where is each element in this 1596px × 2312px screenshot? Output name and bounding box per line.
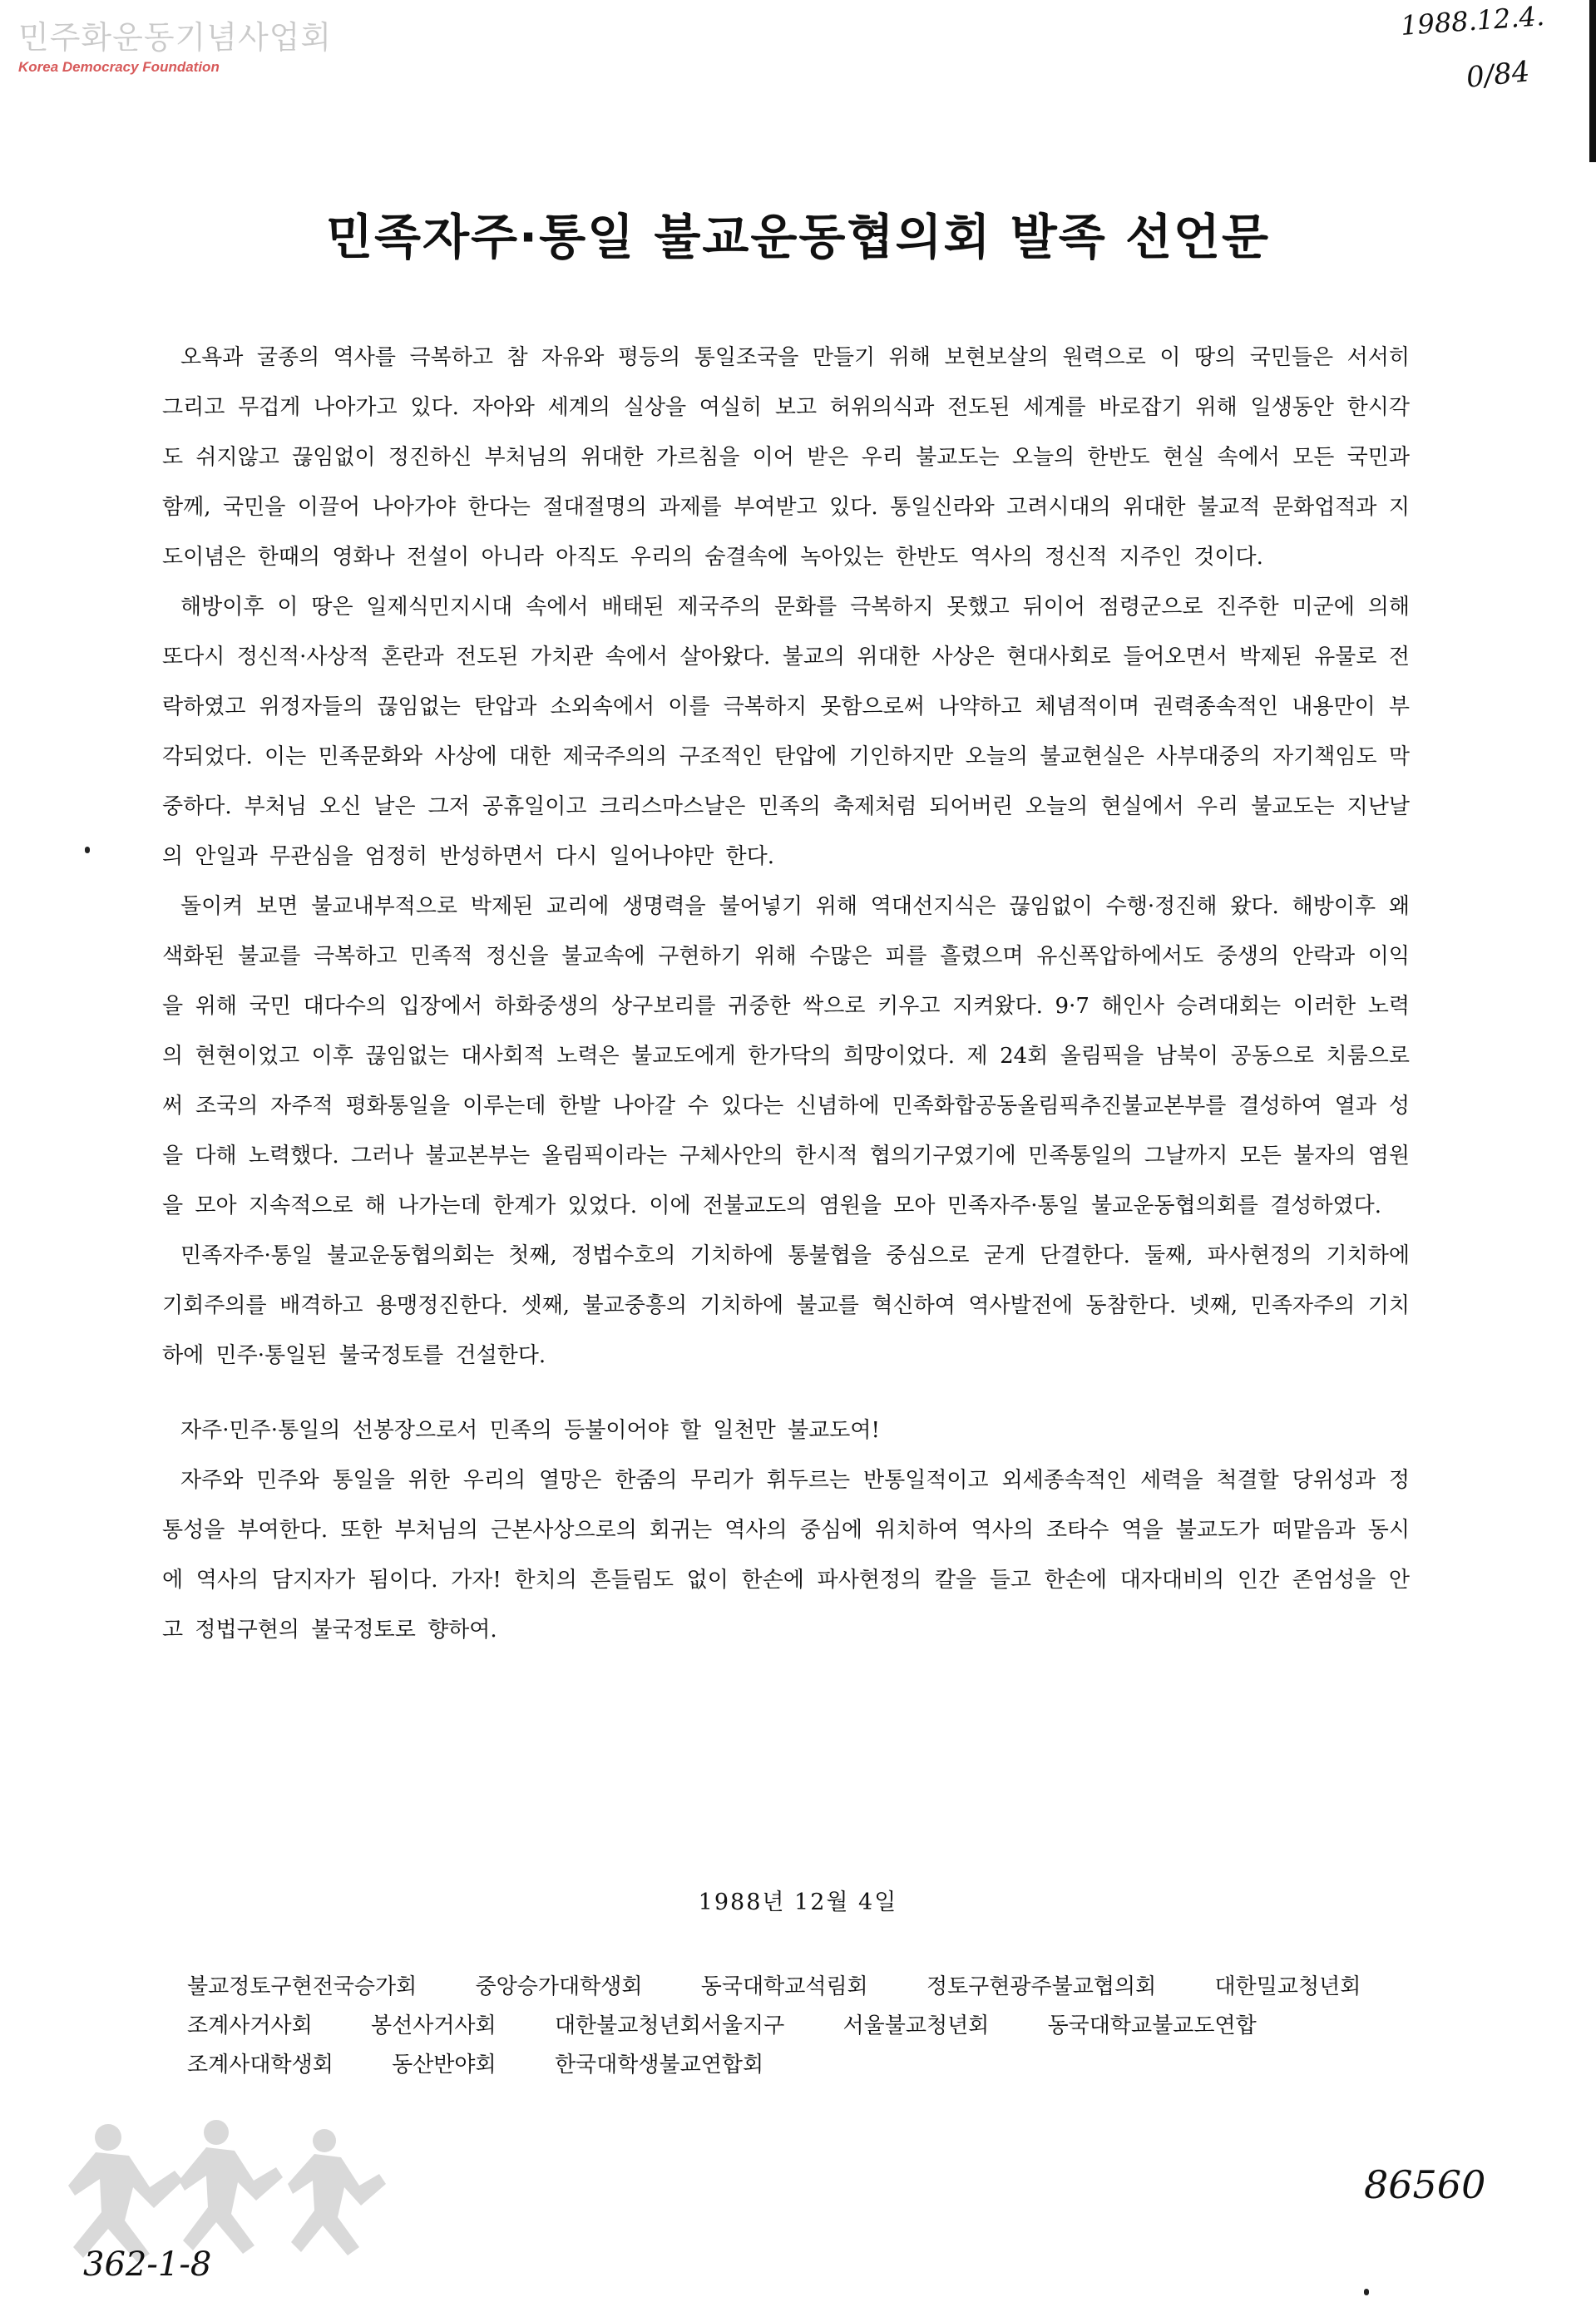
org-row-1 bbox=[187, 1969, 1418, 2008]
org-name: 중앙승가대학생회 bbox=[475, 1974, 643, 1999]
org-row-2 bbox=[187, 2008, 1418, 2048]
paragraph-2: 해방이후 이 땅은 일제식민지시대 속에서 배태된 제국주의 문화를 극복하지 못했고 뒤이어 점령군으로 진주한 미군에 의해 또다시 정신적·사상적 혼란과 전도된 가치관 속에서 살아왔다. 불교의 위대한 사상은 현대사회로 들어오면서 박제된 유물로 전락하였고 위정자들의 끊임없는 탄압과 소외속에서 이를 극복하지 못함으로써 나약하고 체념적이며 권력종속적인 내용만이 부각되었다. 이는 민족문화와 사상에 대한 제국주의의 구조적인 탄압에 기인하지만 오늘의 불교현실은 사부대중의 자기책임도 막중하다. 부처님 오신 날은 그저 공휴일이고 크리스마스날은 민족의 축제처럼 되어버린 오늘의 현실에서 우리 불교도는 지난날의 안일과 무관심을 엄정히 반성하면서 다시 일어나야만 한다. bbox=[162, 595, 1410, 869]
org-name: 동국대학교불교도연합 bbox=[1047, 2013, 1257, 2038]
declaration-date: 1988년 12월 4일 bbox=[698, 1890, 898, 1915]
paragraph-6: 자주와 민주와 통일을 위한 우리의 열망은 한줌의 무리가 휘두르는 반통일적이고 외세종속적인 세력을 척결할 당위성과 정통성을 부여한다. 또한 부처님의 근본사상으로의 회귀는 역사의 중심에 위치하여 역사의 조타수 역을 불교도가 떠맡음과 동시에 역사의 담지자가 됨이다. 가자! 한치의 흔들림도 없이 한손에 파사현정의 칼을 들고 한손에 대자대비의 인간 존엄성을 안고 정법구현의 불국정토로 향하여. bbox=[162, 1468, 1410, 1643]
declaration-body bbox=[162, 333, 1410, 1655]
paragraph-1: 오욕과 굴종의 역사를 극복하고 참 자유와 평등의 통일조국을 만들기 위해 보현보살의 원력으로 이 땅의 국민들은 서서히 그리고 무겁게 나아가고 있다. 자아와 세계의 실상을 여실히 보고 허위의식과 전도된 세계를 바로잡기 위해 일생동안 한시각도 쉬지않고 끊임없이 정진하신 부처님의 위대한 가르침을 이어 받은 우리 불교도는 오늘의 한반도 현실 속에서 모든 국민과 함께, 국민을 이끌어 나아가야 한다는 절대절명의 과제를 부여받고 있다. 통일신라와 고려시대의 위대한 불교적 문화업적과 지도이념은 한때의 영화나 전설이 아니라 아직도 우리의 숨결속에 녹아있는 한반도 역사의 정신적 지주인 것이다. bbox=[162, 345, 1410, 570]
watermark-english: Korea Democracy Foundation bbox=[18, 59, 220, 75]
scan-edge-bar bbox=[1589, 0, 1596, 162]
watermark-korean: 민주화운동기념사업회 bbox=[18, 19, 333, 56]
org-name: 대한밀교청년회 bbox=[1214, 1974, 1361, 1999]
org-name: 정토구현광주불교협의회 bbox=[926, 1974, 1157, 1999]
scan-speck bbox=[1364, 2289, 1369, 2295]
document-title: 민족자주·통일 불교운동협의회 발족 선언문 bbox=[325, 209, 1271, 265]
handwritten-file-number: 362-1-8 bbox=[83, 2245, 212, 2284]
signatory-organizations bbox=[187, 1969, 1418, 2087]
org-name: 조계사대학생회 bbox=[187, 2053, 334, 2077]
org-row-3 bbox=[187, 2048, 1418, 2087]
org-name: 동국대학교석림회 bbox=[700, 1974, 868, 1999]
handwritten-code: 0/84 bbox=[1464, 55, 1531, 95]
paragraph-5: 자주·민주·통일의 선봉장으로서 민족의 등불이어야 할 일천만 불교도여! bbox=[180, 1418, 880, 1443]
org-name: 한국대학생불교연합회 bbox=[554, 2053, 764, 2077]
scan-speck bbox=[85, 847, 90, 853]
handwritten-date: 1988.12.4. bbox=[1399, 0, 1546, 42]
org-name: 대한불교청년회서울지구 bbox=[554, 2013, 785, 2038]
paragraph-3: 돌이켜 보면 불교내부적으로 박제된 교리에 생명력을 불어넣기 위해 역대선지식은 끊임없이 수행·정진해 왔다. 해방이후 왜색화된 불교를 극복하고 민족적 정신을 불교속에 구현하기 위해 수많은 피를 흘렸으며 유신폭압하에서도 중생의 안락과 이익을 위해 국민 대다수의 입장에서 하화중생의 상구보리를 귀중한 싹으로 키우고 지켜왔다. 9·7 해인사 승려대회는 이러한 노력의 현현이었고 이후 끊임없는 대사회적 노력은 불교도에게 한가닥의 희망이었다. 제 24회 올림픽을 남북이 공동으로 치룸으로써 조국의 자주적 평화통일을 이루는데 한발 나아갈 수 있다는 신념하에 민족화합공동올림픽추진불교본부를 결성하여 열과 성을 다해 노력했다. 그러나 불교본부는 올림픽이라는 구체사안의 한시적 협의기구였기에 민족통일의 그날까지 모든 불자의 염원을 모아 지속적으로 해 나가는데 한계가 있었다. 이에 전불교도의 염원을 모아 민족자주·통일 불교운동협의회를 결성하였다. bbox=[162, 894, 1410, 1218]
handwritten-stamp-number: 86560 bbox=[1364, 2162, 1486, 2207]
runners-icon bbox=[68, 2120, 386, 2262]
paragraph-4: 민족자주·통일 불교운동협의회는 첫째, 정법수호의 기치하에 통불협을 중심으로 굳게 단결한다. 둘째, 파사현정의 기치하에 기회주의를 배격하고 용맹정진한다. 셋째, 불교중흥의 기치하에 불교를 혁신하여 역사발전에 동참한다. 넷째, 민족자주의 기치하에 민주·통일된 불국정토를 건설한다. bbox=[162, 1243, 1410, 1368]
org-name: 동산반야회 bbox=[392, 2053, 497, 2077]
foundation-watermark bbox=[18, 12, 332, 76]
org-name: 불교정토구현전국승가회 bbox=[187, 1974, 418, 1999]
org-name: 조계사거사회 bbox=[187, 2013, 313, 2038]
org-name: 서울불교청년회 bbox=[842, 2013, 990, 2038]
org-name: 봉선사거사회 bbox=[370, 2013, 497, 2038]
